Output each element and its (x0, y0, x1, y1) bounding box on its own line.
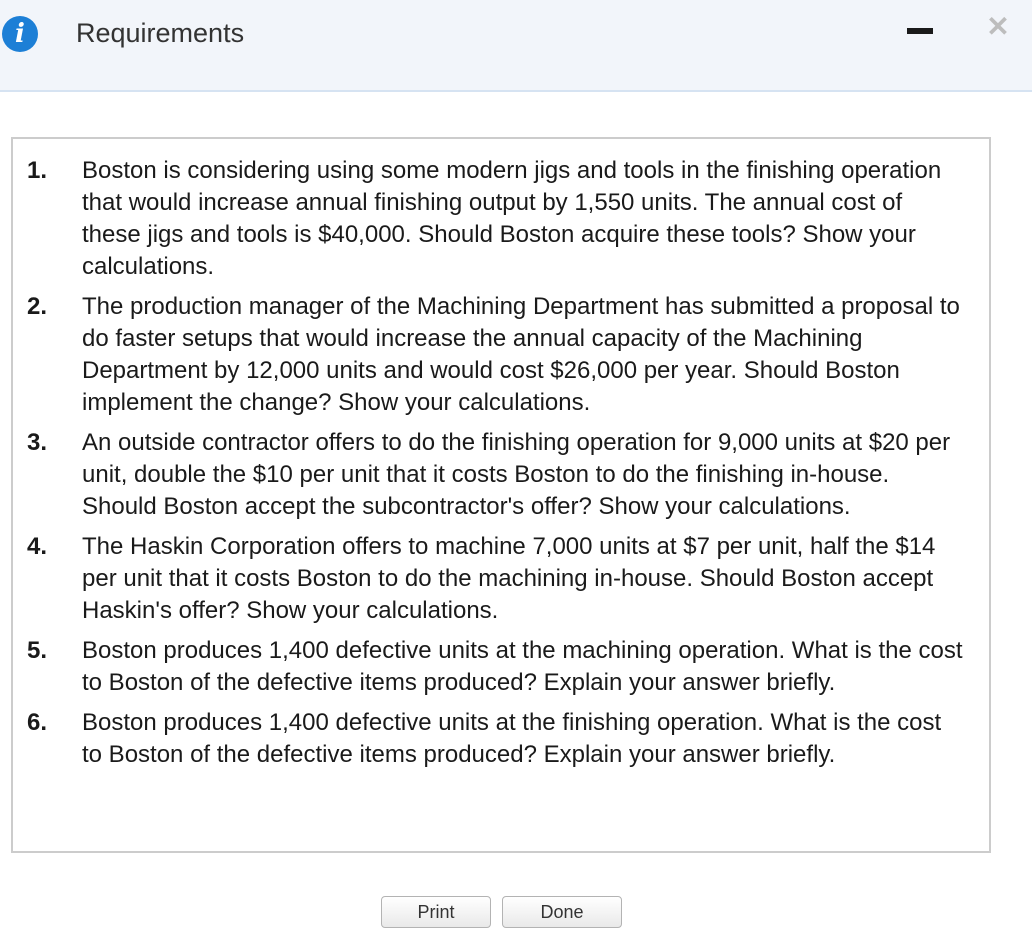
close-button[interactable] (980, 10, 1016, 44)
requirement-number: 3. (27, 429, 48, 456)
done-button[interactable]: Done (502, 896, 622, 928)
requirement-number: 5. (27, 637, 48, 664)
requirement-item (27, 291, 967, 419)
minimize-icon (907, 28, 933, 34)
requirement-number: 2. (27, 293, 48, 320)
dialog-title: Requirements (76, 18, 245, 48)
print-button[interactable]: Print (381, 896, 491, 928)
requirement-item (27, 155, 967, 283)
requirement-text: An outside contractor offers to do the finishing operation for 9,000 units at $20 per unit, double the $10 per unit that it costs Boston to do the finishing in-house. Should Boston accept the subcontractor's offer? Show your calculations. (82, 429, 951, 520)
requirement-item (27, 427, 967, 523)
requirement-item (27, 635, 967, 699)
requirements-list (27, 155, 967, 779)
requirements-panel (11, 137, 991, 853)
requirement-number: 4. (27, 533, 48, 560)
requirement-text: Boston is considering using some modern jigs and tools in the finishing operation that would increase annual finishing output by 1,550 units. The annual cost of these jigs and tools is $40,000. Should Boston acquire these tools? Show your calculations. (82, 157, 942, 280)
dialog-titlebar (0, 0, 1032, 92)
requirement-text: Boston produces 1,400 defective units at the machining operation. What is the cost to Boston of the defective items produced? Explain your answer briefly. (82, 637, 963, 696)
requirement-item (27, 707, 967, 771)
close-icon: ✕ (986, 11, 1010, 42)
info-icon: i (2, 16, 38, 52)
requirement-text: The Haskin Corporation offers to machine 7,000 units at $7 per unit, half the $14 per unit that it costs Boston to do the machining in-house. Should Boston accept Haskin's offer? Show your calculations. (82, 533, 936, 624)
requirement-number: 1. (27, 157, 48, 184)
minimize-button[interactable] (900, 18, 940, 42)
requirement-text: The production manager of the Machining Department has submitted a proposal to do faster setups that would increase the annual capacity of the Machining Department by 12,000 units and would cost $26,000 per year. Should Boston implement the change? Show your calculations. (82, 293, 960, 416)
requirement-number: 6. (27, 709, 48, 736)
requirement-text: Boston produces 1,400 defective units at the finishing operation. What is the cost to Boston of the defective items produced? Explain your answer briefly. (82, 709, 942, 768)
requirement-item (27, 531, 967, 627)
